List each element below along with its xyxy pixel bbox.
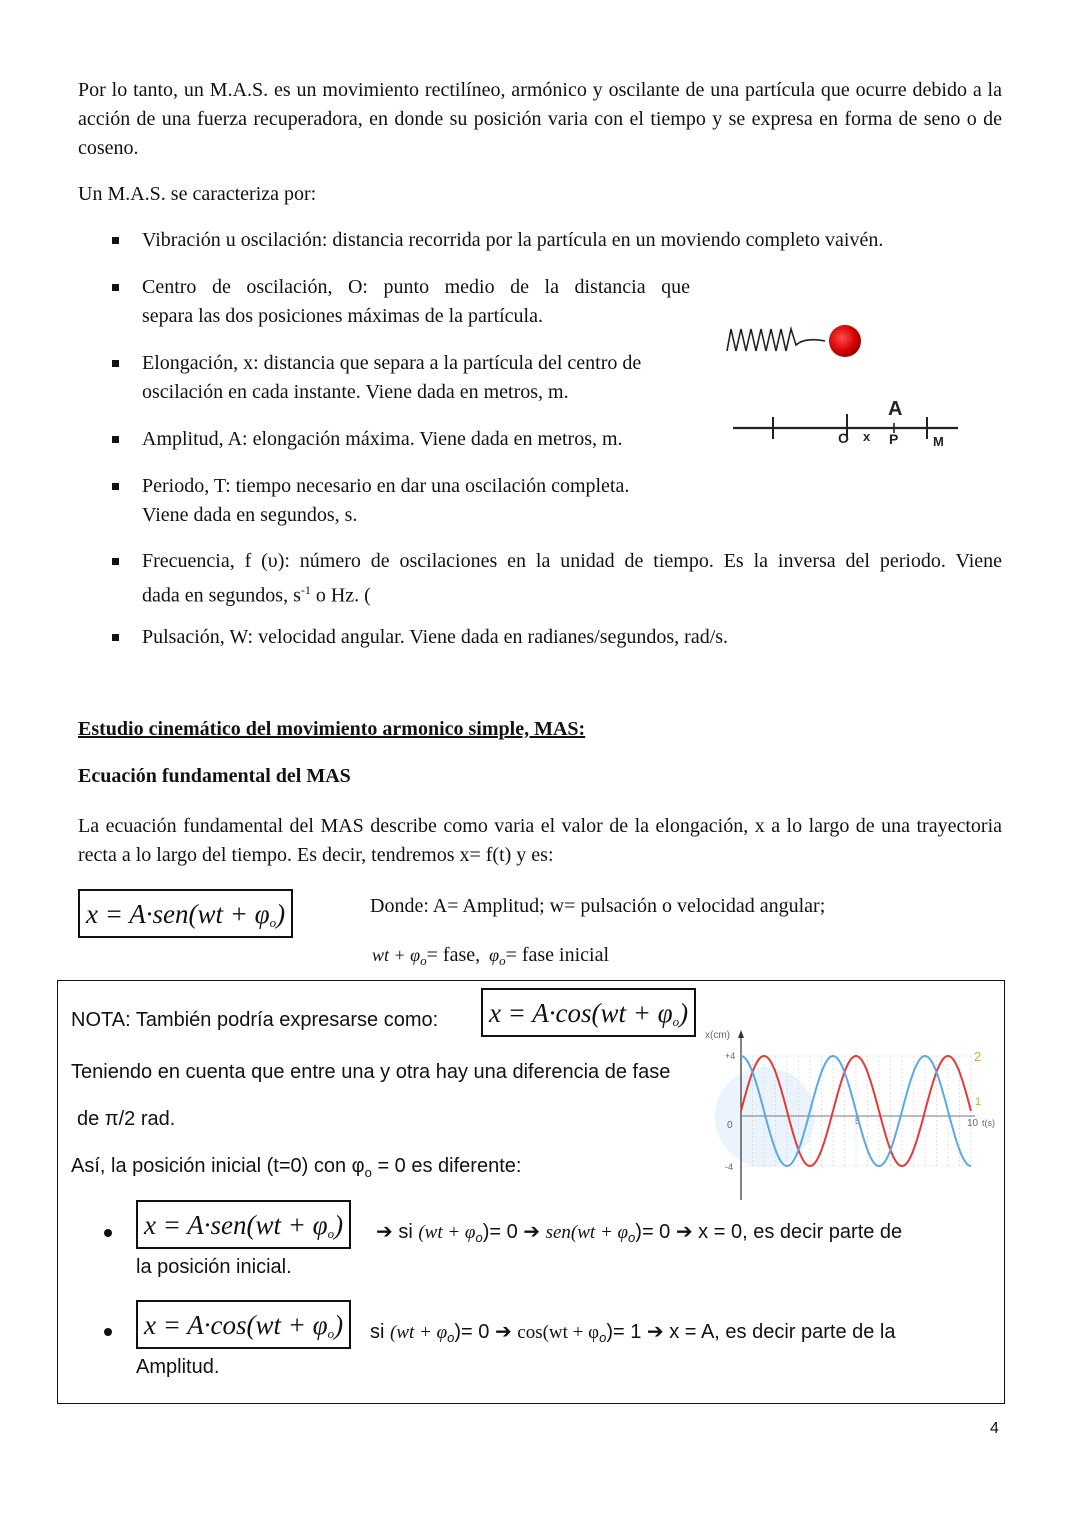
bullet-square [112,237,119,244]
section-subtitle: Ecuación fundamental del MAS [78,765,351,787]
bullet-square [112,436,119,443]
note-bullet2-text: si $(wt + \varphi_o)= 0$ ➔ $\cos(wt + \varphi_o)= 1$ ➔ x = A, es decir parte de la [370,1321,896,1345]
note-bullet1-eq-box: $x = A\cdot sen(wt + \varphi_o)$ [136,1200,351,1249]
bullet-pulsation: Pulsación, W: velocidad angular. Viene dada en radianes/segundos, rad/s. [142,626,729,648]
bullet-square [112,634,119,641]
bullet-square [112,558,119,565]
y-tick-top: +4 [725,1051,736,1061]
bullet-center-line1: Centro de oscilación, O: punto medio de la distancia que [142,276,690,298]
label-p: P [889,431,899,447]
bullet-vibration: Vibración u oscilación: distancia recorrida por la partícula en un moviendo completo vaivén. [142,229,884,251]
note-line2: Teniendo en cuenta que entre una y otra hay una diferencia de fase [71,1061,671,1083]
y-axis-label: x(cm) [705,1030,730,1041]
bullet-square [112,483,119,490]
label-x: x [863,429,871,444]
note-prefix: NOTA: También podría expresarse como: [71,1009,439,1031]
note-line3: de π/2 rad. [77,1108,176,1130]
bullet-frequency-line2: dada en segundos, $s^{-1}$ o Hz. ( [142,583,371,607]
x-tick-10: 10 [967,1118,979,1129]
bullet-square [112,360,119,367]
note-line4: Así, la posición inicial (t=0) con $\varphi_o = 0$ es diferente: [71,1155,522,1180]
bullet-square [112,284,119,291]
equation-phase: wt + $\varphi_o=$ fase, $\varphi_o=$ fase inicial [372,944,610,968]
note-equation-cos-box: $x = A\cdot\cos(wt + \varphi_o)$ [481,988,696,1037]
note-bullet1-text: ➔ si $(wt + \varphi_o)= 0$ ➔ $sen(wt + \varphi_o)= 0$ ➔ x = 0, es decir parte de [376,1221,903,1245]
bullet-period-line2: Viene dada en segundos, s. [142,504,358,526]
y-tick-zero: 0 [727,1120,733,1131]
note-bullet-dot [104,1229,112,1237]
equation-where: Donde: A= Amplitud; w= pulsación o velocidad angular; [370,895,826,917]
bullet-amplitude: Amplitud, A: elongación máxima. Viene dada en metros, m. [142,428,623,450]
label-m: M [933,434,944,449]
characteristics-intro: Un M.A.S. se caracteriza por: [78,183,317,205]
x-tick-5: 5 [855,1116,861,1126]
section-title: Estudio cinemático del movimiento armonico simple, MAS: [78,718,586,740]
spring-figure [715,315,965,455]
note-bullet2-line2: Amplitud. [136,1356,220,1378]
note-bullet2-eq-box: $x = A\cdot\cos(wt + \varphi_o)$ [136,1300,351,1349]
note-bullet-dot [104,1328,112,1336]
intro-paragraph: Por lo tanto, un M.A.S. es un movimiento rectilíneo, armónico y oscilante de una partícula que ocurre debido a la acción de una fuerza recuperadora, en donde su posición varia con el tiempo y se expresa en forma de seno o de coseno. [78,79,1002,159]
spring-coil [727,329,825,351]
series-2-label: 2 [974,1049,982,1064]
y-axis-arrow [738,1030,744,1038]
series-1-label: 1 [975,1096,982,1108]
bullet-center-line2: separa las dos posiciones máximas de la partícula. [142,305,543,327]
equation-sin-box: $x = A\cdot sen(wt + \varphi_o)$ [78,889,293,938]
bullet-elongation-line1: Elongación, x: distancia que separa a la partícula del centro de [142,352,642,374]
section-paragraph: La ecuación fundamental del MAS describe como varia el valor de la elongación, x a lo largo de una trayectoria recta a lo largo del tiempo. Es decir, tendremos x= f(t) y es: [78,815,1002,866]
mass-ball [829,325,861,357]
bullet-elongation-line2: oscilación en cada instante. Viene dada en metros, m. [142,381,569,403]
label-o: O [838,430,849,446]
bullet-period-line1: Periodo, T: tiempo necesario en dar una oscilación completa. [142,475,630,497]
label-a: A [888,398,903,420]
bullet-frequency-line1: Frecuencia, f (υ): número de oscilaciones en la unidad de tiempo. Es la inversa del periodo. Viene [142,550,1002,572]
x-axis-label: t(s) [982,1118,995,1128]
note-bullet1-line2: la posición inicial. [136,1256,292,1278]
y-tick-bottom: -4 [725,1162,734,1172]
mas-chart [705,1022,1000,1202]
page-number: 4 [990,1420,999,1437]
